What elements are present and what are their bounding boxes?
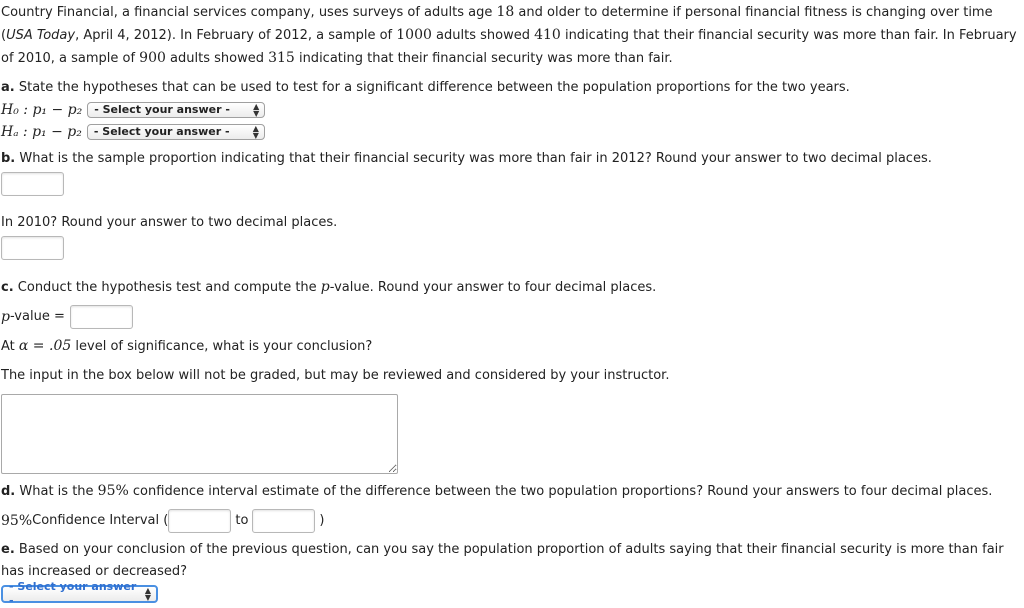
part-d-label: d. — [1, 484, 16, 499]
confidence-interval-label: Confidence Interval ( — [32, 513, 169, 528]
sample-size-2012: 1000 — [396, 27, 432, 43]
null-hypothesis-row — [1, 99, 1021, 121]
updown-arrows-icon: ▲ ▼ — [253, 102, 260, 118]
confidence-level: 95% — [97, 483, 129, 499]
question-container — [1, 1, 1021, 605]
confidence-interval-row — [1, 509, 1021, 533]
updown-arrows-icon: ▲ ▼ — [144, 586, 151, 602]
part-a-question — [1, 77, 1021, 99]
increase-decrease-select[interactable] — [1, 580, 158, 607]
part-c-label: c. — [1, 280, 14, 295]
confidence-level: 95% — [1, 513, 33, 529]
part-d-text: confidence interval estimate of the difference between the two population proportions? Round your answers to four decimal places. — [128, 484, 993, 499]
intro-text: indicating that their financial security was more than fair. In February of 2010, a sample of — [1, 28, 1017, 66]
select-value: - Select your answer - — [93, 125, 230, 138]
intro-text: , April 4, 2012). In February of 2012, a sample of — [75, 28, 397, 43]
count-2012: 410 — [534, 27, 561, 43]
proportion-2012-input[interactable] — [1, 172, 64, 196]
intro-text: adults showed — [431, 28, 535, 43]
to-label: to — [235, 513, 249, 528]
part-a-label: a. — [1, 80, 15, 95]
part-b-label: b. — [1, 151, 16, 166]
null-hypothesis-select[interactable] — [87, 102, 265, 118]
part-e-label: e. — [1, 542, 15, 557]
part-d-question — [1, 480, 1021, 503]
part-b-question — [1, 148, 1021, 170]
proportion-2010-input[interactable] — [1, 236, 64, 260]
conclusion-textarea[interactable] — [1, 394, 398, 474]
alt-hypothesis-row — [1, 121, 1021, 143]
pvalue-input[interactable] — [70, 305, 133, 329]
alt-hypothesis-label: Hₐ : p₁ − p₂ — [1, 124, 82, 140]
updown-arrows-icon: ▲ ▼ — [252, 124, 259, 140]
part-b-2010-question: In 2010? Round your answer to two decimal places. — [1, 215, 338, 230]
intro-text: Country Financial, a financial services company, uses surveys of adults age — [1, 5, 497, 20]
ci-lower-input[interactable] — [168, 509, 231, 533]
ci-upper-input[interactable] — [252, 509, 315, 533]
alpha-text: level of significance, what is your conclusion? — [71, 339, 373, 354]
null-hypothesis-label: H₀ : p₁ − p₂ — [1, 102, 83, 118]
intro-paragraph — [1, 1, 1021, 70]
part-c-question — [1, 276, 1021, 299]
alpha-text: At — [1, 339, 19, 354]
part-e-text: Based on your conclusion of the previous question, can you say the population proportion of adults saying that their financial security is more than fair has increased or decreased? — [1, 542, 1004, 579]
intro-text: and older to determine if personal financial fitness is changing over time ( — [1, 5, 993, 43]
alpha-question — [1, 335, 1021, 358]
select-value: - Select your answer - — [94, 103, 230, 116]
part-c-text: Conduct the hypothesis test and compute the — [13, 280, 321, 295]
part-b-text: What is the sample proportion indicating that their financial security was more than fair in 2012? Round your answer to two decimal places. — [15, 151, 932, 166]
part-d-text: What is the — [15, 484, 98, 499]
alt-hypothesis-select[interactable] — [87, 124, 265, 140]
select-value: - Select your answer - — [9, 580, 137, 607]
alpha-value: α = .05 — [18, 338, 72, 354]
part-e-question — [1, 539, 1021, 583]
p-symbol: p — [320, 279, 330, 295]
pvalue-label: -value = — [9, 309, 65, 324]
source-name: USA Today — [6, 28, 76, 43]
intro-text: adults showed — [165, 51, 269, 66]
age-value: 18 — [496, 4, 515, 20]
part-a-text: State the hypotheses that can be used to test for a significant difference between the population proportions for the two years. — [14, 80, 850, 95]
ungraded-note: The input in the box below will not be graded, but may be reviewed and considered by your instructor. — [1, 368, 670, 383]
sample-size-2010: 900 — [139, 50, 166, 66]
p-symbol: p — [1, 309, 10, 325]
count-2010: 315 — [268, 50, 295, 66]
part-c-text: -value. Round your answer to four decimal places. — [329, 280, 657, 295]
pvalue-row — [1, 305, 1021, 329]
intro-text: indicating that their financial security was more than fair. — [294, 51, 673, 66]
close-paren: ) — [319, 513, 325, 528]
